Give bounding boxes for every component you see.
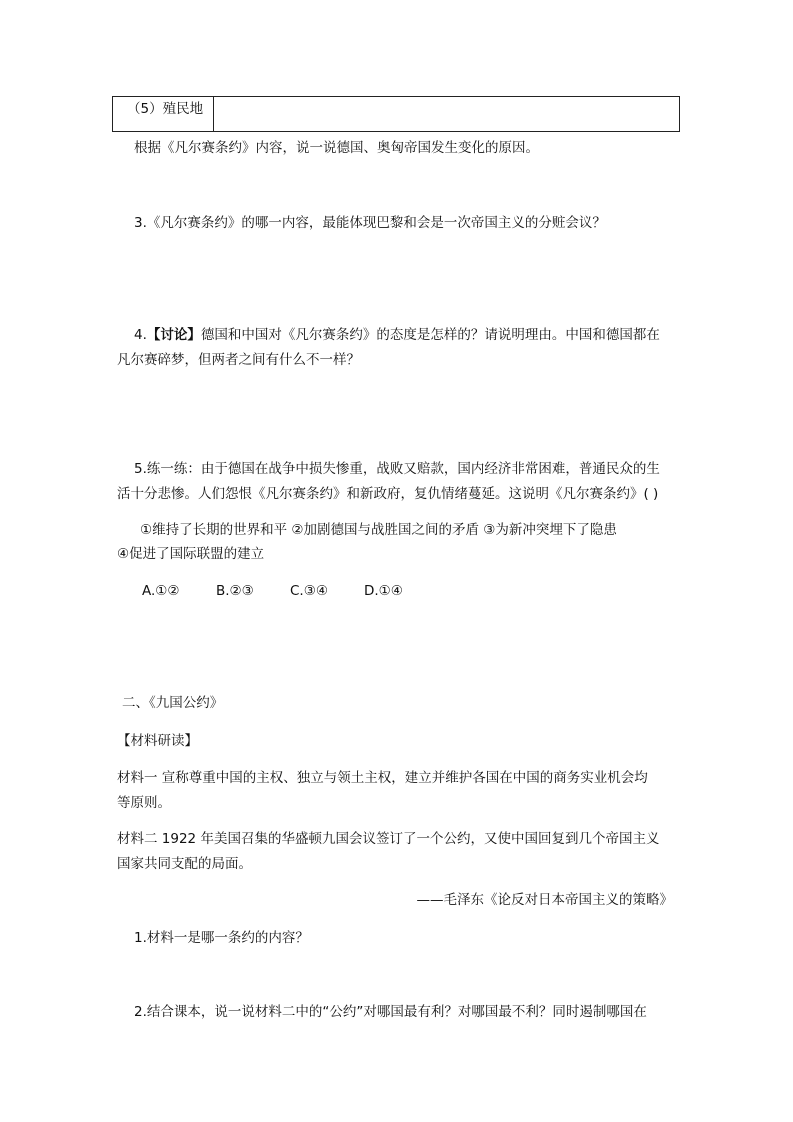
table-divider — [213, 97, 214, 131]
question-4-text: 德国和中国对《凡尔赛条约》的态度是怎样的？请说明理由。中国和德国都在 — [200, 327, 660, 343]
choice-d: D.①④ — [364, 583, 403, 599]
section-2-question-1: 1.材料一是哪一条约的内容？ — [134, 930, 309, 946]
question-5-line2: 活十分悲惨。人们怨恨《凡尔赛条约》和新政府，复仇情绪蔓延。这说明《凡尔赛条约》( ) — [117, 486, 659, 502]
question-5-options-line2: ④促进了国际联盟的建立 — [117, 546, 265, 562]
question-4-number: 4. — [134, 327, 147, 343]
material-2-line1: 材料二 1922 年美国召集的华盛顿九国会议签订了一个公约，又使中国回复到几个帝国主义 — [117, 831, 660, 847]
question-reason: 根据《凡尔赛条约》内容，说一说德国、奥匈帝国发生变化的原因。 — [134, 140, 539, 156]
material-source: ——毛泽东《论反对日本帝国主义的策略》 — [416, 892, 673, 908]
colony-table-row — [112, 96, 680, 132]
section-2-question-2: 2.结合课本，说一说材料二中的“公约”对哪国最有利？对哪国最不利？同时遏制哪国在 — [134, 1004, 647, 1020]
material-1-line1: 材料一 宣称尊重中国的主权、独立与领土主权，建立并维护各国在中国的商务实业机会均 — [117, 770, 648, 786]
choice-b: B.②③ — [216, 583, 254, 599]
table-row-label: （5）殖民地 — [127, 101, 204, 117]
material-1-line2: 等原则。 — [117, 795, 171, 811]
material-2-line2: 国家共同支配的局面。 — [117, 856, 252, 872]
question-5-line1: 5.练一练：由于德国在战争中损失惨重，战败又赔款，国内经济非常困难，普通民众的生 — [134, 461, 660, 477]
choice-a: A.①② — [142, 583, 180, 599]
material-reading-heading: 【材料研读】 — [117, 733, 198, 749]
discussion-tag: 【讨论】 — [146, 327, 201, 343]
choice-c: C.③④ — [290, 583, 328, 599]
question-4-line2: 凡尔赛碎梦，但两者之间有什么不一样？ — [117, 352, 360, 368]
question-4-line1 — [134, 326, 660, 344]
question-5-options-line1: ①维持了长期的世界和平 ②加剧德国与战胜国之间的矛盾 ③为新冲突埋下了隐患 — [140, 522, 617, 538]
section-2-title: 二、《九国公约》 — [122, 695, 224, 711]
question-3: 3.《凡尔赛条约》的哪一内容，最能体现巴黎和会是一次帝国主义的分赃会议？ — [134, 215, 606, 231]
